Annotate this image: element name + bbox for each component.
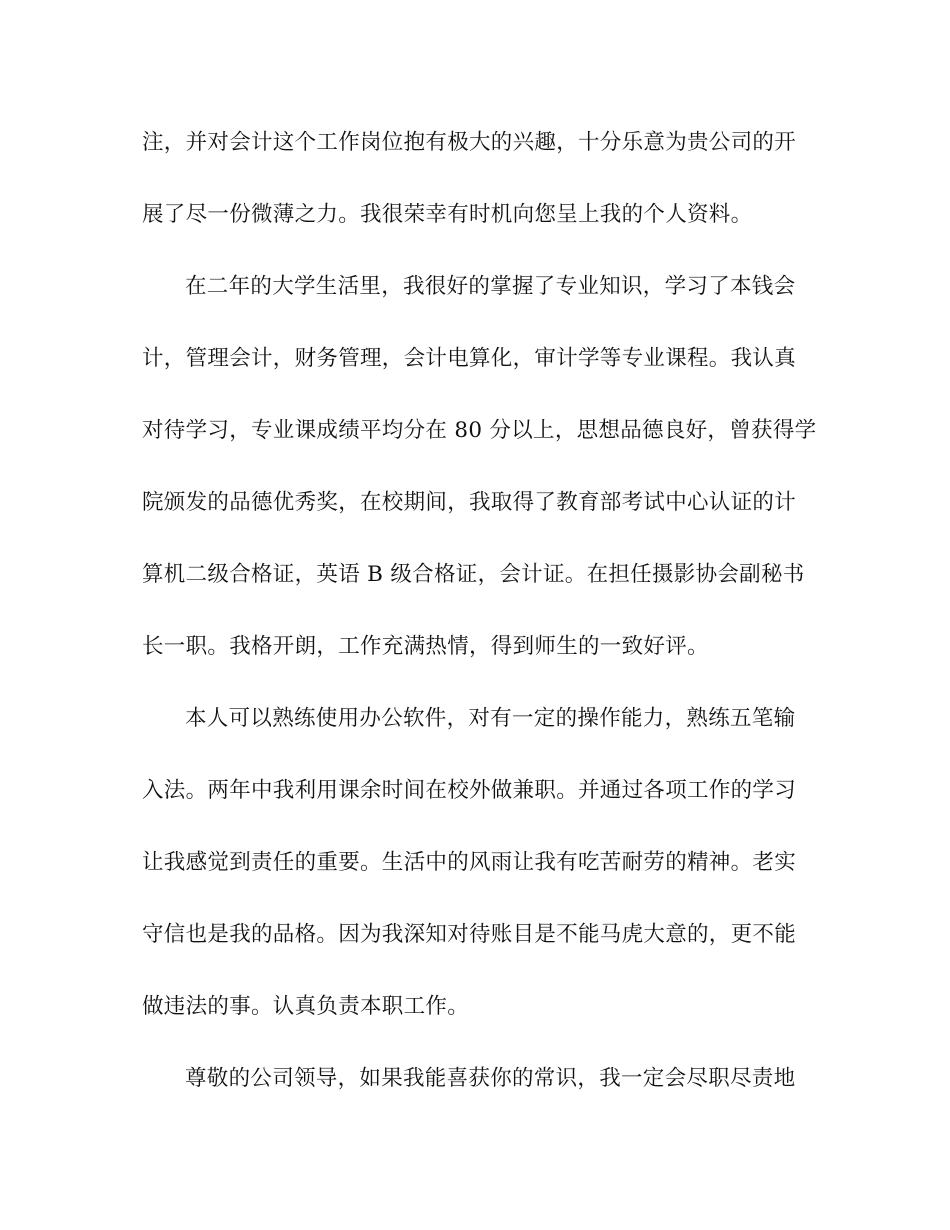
text-line-5: 对待学习，专业课成绩平均分在 80 分以上，思想品德良好，曾获得学 — [142, 418, 817, 443]
text-line-3: 在二年的大学生活里，我很好的掌握了专业知识，学习了本钱会 — [185, 274, 796, 299]
text-line-10: 入法。两年中我利用课余时间在校外做兼职。并通过各项工作的学习 — [142, 778, 797, 803]
text-line-13: 做违法的事。认真负责本职工作。 — [142, 994, 470, 1019]
text-line-14: 尊敬的公司领导，如果我能喜获你的常识，我一定会尽职尽责地 — [185, 1066, 796, 1091]
text-line-4: 计，管理会计，财务管理，会计电算化，审计学等专业课程。我认真 — [142, 346, 797, 371]
text-line-11: 让我感觉到责任的重要。生活中的风雨让我有吃苦耐劳的精神。老实 — [142, 850, 797, 875]
text-line-12: 守信也是我的品格。因为我深知对待账目是不能马虎大意的，更不能 — [142, 922, 797, 947]
text-line-8: 长一职。我格开朗，工作充满热情，得到师生的一致好评。 — [142, 634, 709, 659]
text-line-1: 注，并对会计这个工作岗位抱有极大的兴趣，十分乐意为贵公司的开 — [142, 130, 797, 155]
text-line-9: 本人可以熟练使用办公软件，对有一定的操作能力，熟练五笔输 — [185, 706, 796, 731]
text-line-2: 展了尽一份微薄之力。我很荣幸有时机向您呈上我的个人资料。 — [142, 202, 753, 227]
text-line-6: 院颁发的品德优秀奖，在校期间，我取得了教育部考试中心认证的计 — [142, 490, 797, 515]
text-line-7: 算机二级合格证，英语 B 级合格证，会计证。在担任摄影协会副秘书 — [142, 562, 805, 587]
